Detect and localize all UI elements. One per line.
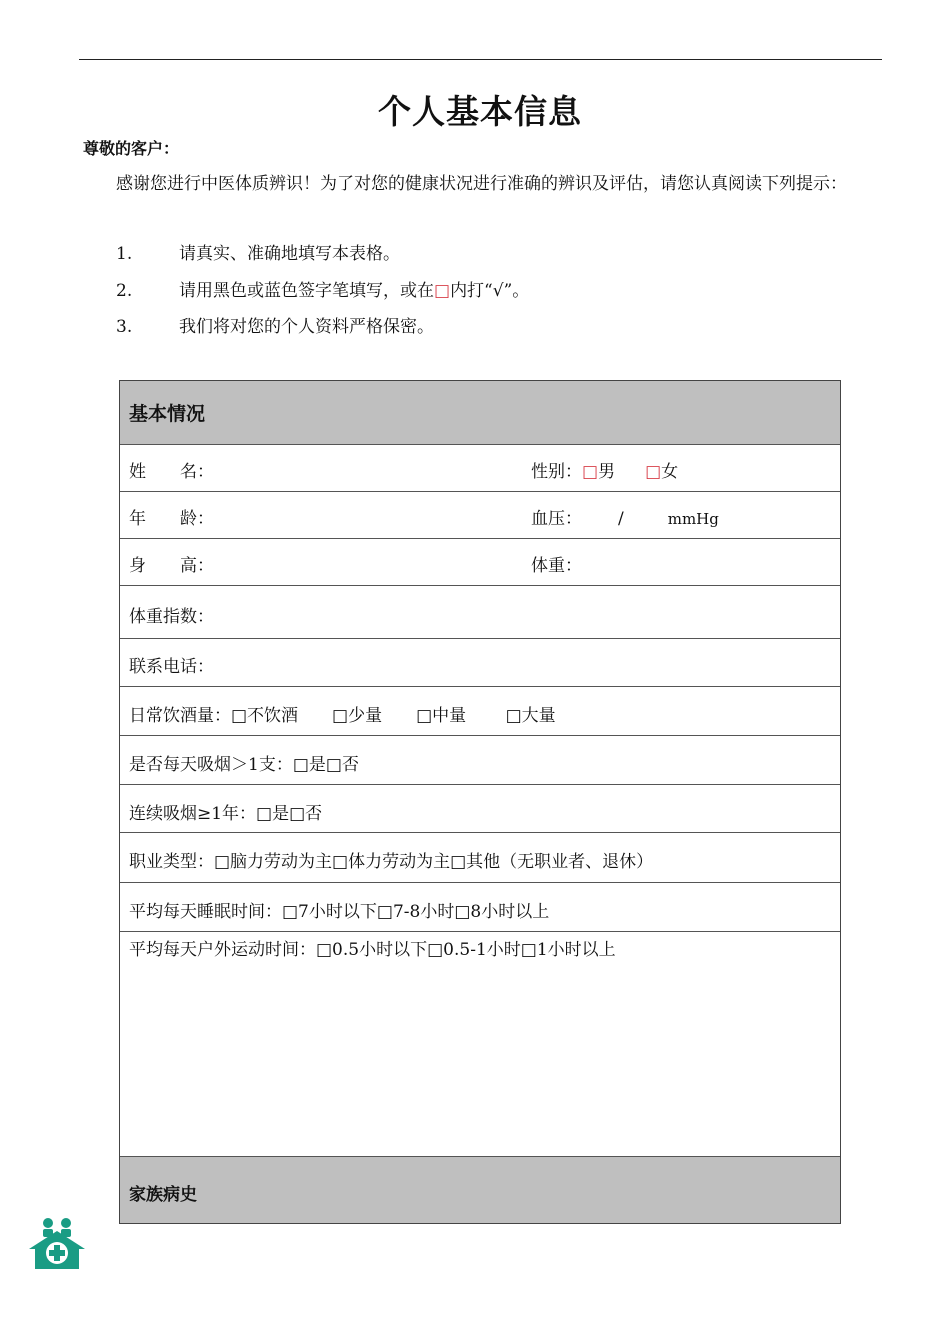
- form-row-name-gender: [120, 445, 840, 492]
- tip-text: 请真实、准确地填写本表格。: [179, 244, 400, 264]
- tip-text: 内打“√”。: [450, 281, 530, 301]
- section-title: 家族病史: [129, 1185, 197, 1205]
- bp-separator: /: [618, 509, 624, 529]
- gender-female-label: 女: [661, 462, 679, 482]
- form-row-smoking-daily: [120, 736, 840, 785]
- blood-pressure-field[interactable]: [531, 504, 719, 529]
- form-row-sleep: [120, 883, 840, 932]
- tip-item: [116, 276, 529, 301]
- gender-female-checkbox[interactable]: □: [645, 462, 662, 482]
- top-rule: [79, 59, 882, 60]
- form-row-age-bp: [120, 492, 840, 539]
- tip-text: 请用黑色或蓝色签字笔填写，或在: [179, 281, 434, 301]
- bp-unit: mmHg: [667, 510, 719, 528]
- age-field[interactable]: 年 龄：: [129, 509, 214, 529]
- section-header-basic: [120, 381, 840, 445]
- greeting: 尊敬的客户：: [83, 139, 180, 158]
- smoking-years-options[interactable]: 连续吸烟≥1年：□是□否: [129, 804, 323, 824]
- sleep-options[interactable]: 平均每天睡眠时间：□7小时以下□7-8小时□8小时以上: [129, 902, 550, 922]
- weight-field[interactable]: 体重：: [531, 556, 582, 576]
- form-row-phone: [120, 639, 840, 687]
- height-field[interactable]: 身 高：: [129, 556, 214, 576]
- gender-label: 性别：: [531, 462, 582, 482]
- intro-paragraph: 感谢您进行中医体质辨识！为了对您的健康状况进行准确的辨识及评估，请您认真阅读下列提示：: [116, 174, 847, 194]
- gender-field: [531, 457, 678, 482]
- name-field[interactable]: 姓 名：: [129, 462, 214, 482]
- form-row-height-weight: [120, 539, 840, 586]
- tip-text: 我们将对您的个人资料严格保密。: [179, 317, 434, 337]
- bp-label: 血压：: [531, 509, 582, 529]
- gender-male-checkbox[interactable]: □: [582, 462, 599, 482]
- section-title: 基本情况: [129, 403, 206, 425]
- gender-male-label: 男: [598, 462, 616, 482]
- tip-number: 2.: [116, 281, 133, 301]
- hospital-logo-icon: [27, 1217, 87, 1271]
- tip-item: [116, 312, 434, 337]
- form-row-occupation: [120, 833, 840, 883]
- form-row-smoking-years: [120, 785, 840, 833]
- smoking-daily-options[interactable]: 是否每天吸烟＞1支：□是□否: [129, 755, 359, 775]
- tip-number: 3.: [116, 317, 133, 337]
- occupation-options[interactable]: 职业类型：□脑力劳动为主□体力劳动为主□其他（无职业者、退休）: [129, 852, 654, 872]
- bmi-field[interactable]: 体重指数：: [129, 607, 214, 627]
- checkbox-icon: □: [434, 281, 451, 301]
- form-row-bmi: [120, 586, 840, 639]
- drinking-options[interactable]: 日常饮酒量：□不饮酒 □少量 □中量 □大量: [129, 706, 556, 726]
- exercise-options[interactable]: 平均每天户外运动时间：□0.5小时以下□0.5-1小时□1小时以上: [129, 940, 616, 960]
- info-form-table: [119, 380, 841, 1224]
- tip-item: [116, 239, 400, 264]
- page-title: 个人基本信息: [378, 92, 582, 131]
- form-row-drinking: [120, 687, 840, 736]
- section-header-family-history: [120, 1157, 840, 1223]
- phone-field[interactable]: 联系电话：: [129, 657, 214, 677]
- form-row-exercise: [120, 932, 840, 1157]
- tip-number: 1.: [116, 244, 133, 264]
